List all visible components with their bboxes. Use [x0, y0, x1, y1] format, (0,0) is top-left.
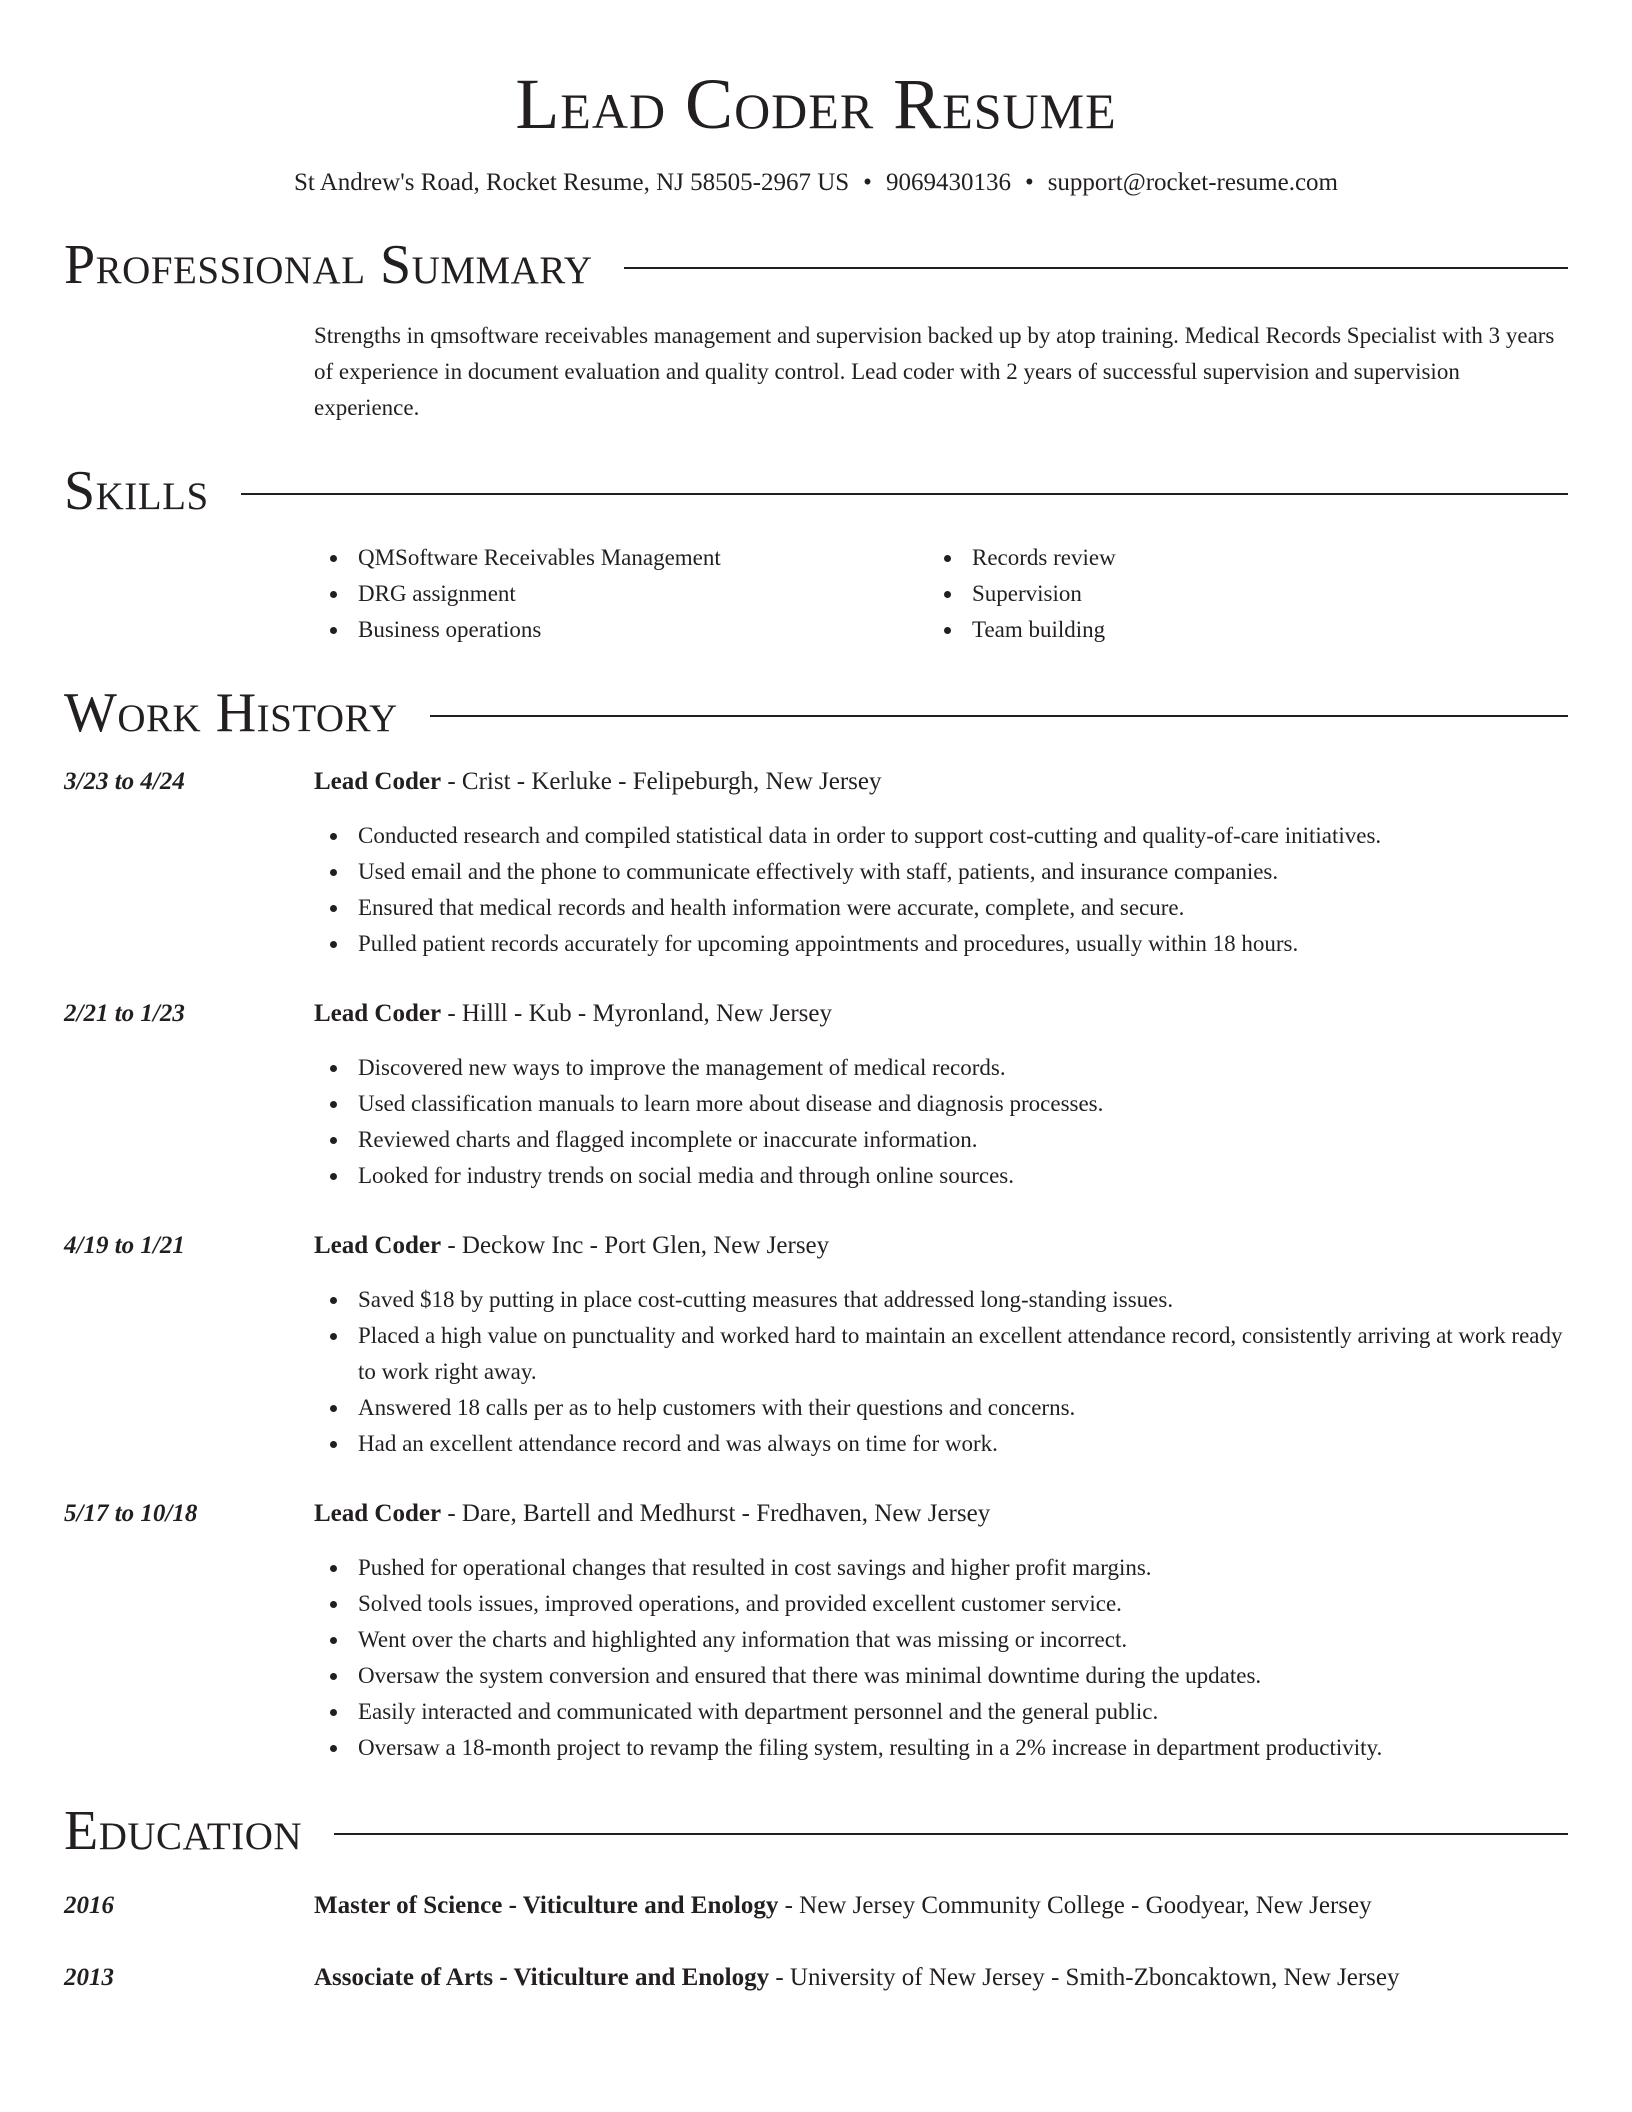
job-header — [64, 1228, 1568, 1264]
summary-heading: Professional Summary — [64, 234, 593, 296]
job-bullet: Reviewed charts and flagged incomplete or inaccurate information. — [314, 1122, 1568, 1158]
job-employer: - Hilll - Kub - Myronland, New Jersey — [441, 1000, 832, 1027]
job-title: Lead Coder — [314, 1500, 442, 1527]
job-bullet: Oversaw a 18-month project to revamp the filing system, resulting in a 2% increase in department productivity. — [314, 1730, 1568, 1766]
job-bullet: Had an excellent attendance record and was always on time for work. — [314, 1426, 1568, 1462]
job-bullets — [314, 818, 1568, 962]
job-entry — [64, 1496, 1568, 1766]
skills-column-right — [928, 540, 1542, 648]
section-divider — [334, 1833, 1568, 1835]
skills-list — [314, 540, 1568, 648]
job-title: Lead Coder — [314, 1232, 442, 1259]
skills-column-left — [314, 540, 928, 648]
summary-section-header — [64, 232, 1568, 298]
job-bullet: Went over the charts and highlighted any information that was missing or incorrect. — [314, 1622, 1568, 1658]
education-entry — [64, 1888, 1568, 1924]
job-bullet: Conducted research and compiled statistical data in order to support cost-cutting and quality-of-care initiatives. — [314, 818, 1568, 854]
job-bullets — [314, 1282, 1568, 1462]
job-employer: - Crist - Kerluke - Felipeburgh, New Jersey — [441, 768, 882, 795]
job-header — [64, 996, 1568, 1032]
job-entry — [64, 1228, 1568, 1462]
section-divider — [430, 715, 1568, 717]
education-degree: Associate of Arts - Viticulture and Enology — [314, 1964, 770, 1991]
job-bullet: Saved $18 by putting in place cost-cutting measures that addressed long-standing issues. — [314, 1282, 1568, 1318]
job-bullet: Used email and the phone to communicate effectively with staff, patients, and insurance companies. — [314, 854, 1568, 890]
education-degree: Master of Science - Viticulture and Enology — [314, 1892, 779, 1919]
skill-item: Records review — [928, 540, 1542, 576]
skill-item: Supervision — [928, 576, 1542, 612]
skills-section-header — [64, 458, 1568, 524]
resume-title: Lead Coder Resume — [515, 64, 1117, 144]
skill-item: Team building — [928, 612, 1542, 648]
education-entry — [64, 1960, 1568, 1996]
education-section-header — [64, 1798, 1568, 1864]
job-bullet: Ensured that medical records and health information were accurate, complete, and secure. — [314, 890, 1568, 926]
job-header — [64, 1496, 1568, 1532]
contact-separator: • — [1024, 169, 1034, 196]
contact-phone: 9069430136 — [885, 169, 1011, 196]
job-bullet: Used classification manuals to learn more about disease and diagnosis processes. — [314, 1086, 1568, 1122]
contact-separator: • — [863, 169, 872, 196]
job-bullet: Looked for industry trends on social media and through online sources. — [314, 1158, 1568, 1194]
skill-item: QMSoftware Receivables Management — [314, 540, 928, 576]
job-dates: 2/21 to 1/23 — [64, 1000, 185, 1027]
job-header — [64, 764, 1568, 800]
job-bullets — [314, 1550, 1568, 1766]
education-school: - University of New Jersey - Smith-Zboncaktown, New Jersey — [769, 1964, 1400, 1991]
job-bullet: Answered 18 calls per as to help customers with their questions and concerns. — [314, 1390, 1568, 1426]
job-dates: 5/17 to 10/18 — [64, 1500, 198, 1527]
skills-heading: Skills — [64, 460, 209, 522]
job-bullet: Pulled patient records accurately for upcoming appointments and procedures, usually within 18 hours. — [314, 926, 1568, 962]
job-title: Lead Coder — [314, 768, 442, 795]
education-year: 2013 — [64, 1964, 114, 1991]
skill-item: DRG assignment — [314, 576, 928, 612]
job-entry — [64, 764, 1568, 962]
contact-address: St Andrew's Road, Rocket Resume, NJ 58505-2967 US — [293, 169, 850, 196]
summary-text: Strengths in qmsoftware receivables management and supervision backed up by atop training. Medical Records Specialist with 3 years of experience in document evaluation and quality control. Lead coder with 2 years of successful supervision and supervision experience. — [314, 323, 1555, 420]
job-dates: 3/23 to 4/24 — [64, 768, 185, 795]
skill-item: Business operations — [314, 612, 928, 648]
job-dates: 4/19 to 1/21 — [64, 1232, 185, 1259]
education-school: - New Jersey Community College - Goodyear, New Jersey — [778, 1892, 1372, 1919]
job-entry — [64, 996, 1568, 1194]
section-divider — [624, 267, 1568, 269]
job-title: Lead Coder — [314, 1000, 442, 1027]
job-bullet: Easily interacted and communicated with department personnel and the general public. — [314, 1694, 1568, 1730]
section-divider — [241, 493, 1568, 495]
education-year: 2016 — [64, 1892, 114, 1919]
work-heading: Work History — [64, 682, 398, 744]
job-bullet: Placed a high value on punctuality and worked hard to maintain an excellent attendance record, consistently arriving at work ready to work right away. — [314, 1318, 1568, 1390]
job-bullet: Oversaw the system conversion and ensured that there was minimal downtime during the updates. — [314, 1658, 1568, 1694]
job-bullet: Pushed for operational changes that resulted in cost savings and higher profit margins. — [314, 1550, 1568, 1586]
job-bullet: Solved tools issues, improved operations, and provided excellent customer service. — [314, 1586, 1568, 1622]
work-section-header — [64, 680, 1568, 746]
job-employer: - Dare, Bartell and Medhurst - Fredhaven, New Jersey — [441, 1500, 991, 1527]
contact-line — [64, 166, 1568, 200]
job-bullets — [314, 1050, 1568, 1194]
job-employer: - Deckow Inc - Port Glen, New Jersey — [441, 1232, 830, 1259]
education-heading: Education — [64, 1800, 303, 1862]
job-bullet: Discovered new ways to improve the management of medical records. — [314, 1050, 1568, 1086]
contact-email: support@rocket-resume.com — [1047, 169, 1338, 196]
